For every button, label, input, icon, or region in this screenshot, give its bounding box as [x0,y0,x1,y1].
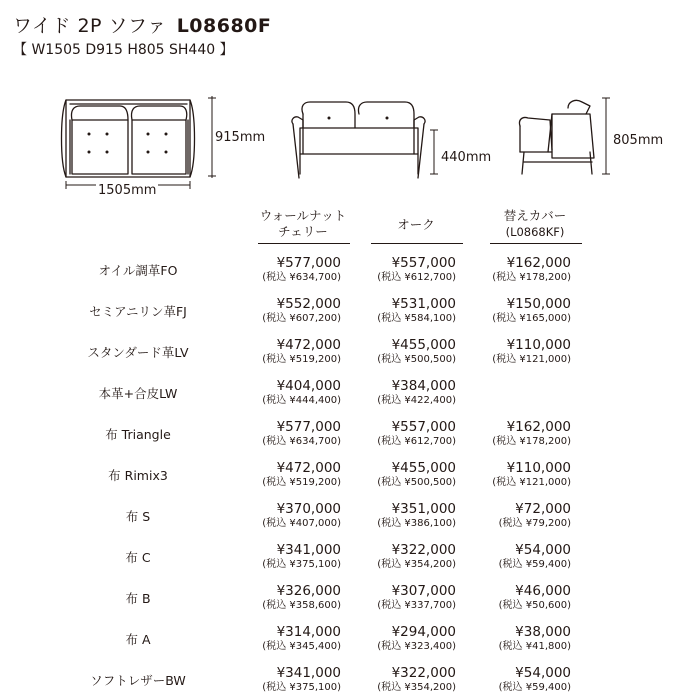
row-label: 布 C [125,550,151,565]
price-with-tax: (税込 ¥50,600) [498,600,571,611]
price-with-tax: (税込 ¥607,200) [262,313,341,324]
price-with-tax: (税込 ¥165,000) [492,313,571,324]
price-value: ¥110,000 [506,460,571,476]
price-cell [377,542,456,571]
product-code: L08680F [176,15,272,37]
price-cell [377,255,456,284]
price-with-tax: (税込 ¥612,700) [377,272,456,283]
price-value: ¥552,000 [276,296,341,312]
price-cell [377,624,456,653]
price-value: ¥370,000 [276,501,341,517]
price-value: ¥557,000 [391,419,456,435]
row-label: 本革+合皮LW [98,386,178,401]
side-view-drawing [519,100,594,174]
price-value: ¥72,000 [515,501,571,517]
price-value: ¥322,000 [391,665,456,681]
price-with-tax: (税込 ¥519,200) [262,477,341,488]
price-cell [262,296,341,325]
price-cell [499,665,571,694]
price-with-tax: (税込 ¥178,200) [492,272,571,283]
depth-dimension-label: 915mm [215,130,266,145]
price-cell [262,378,341,407]
top-view-drawing [62,100,195,177]
seat-height-dimension-label: 440mm [441,150,492,165]
product-dimensions: 【 W1505 D915 H805 SH440 】 [13,42,234,58]
price-value: ¥314,000 [276,624,341,640]
price-cell [499,501,571,530]
row-label: 布 A [125,632,151,647]
width-dimension-label: 1505mm [98,183,157,198]
price-with-tax: (税込 ¥323,400) [377,641,456,652]
price-with-tax: (税込 ¥337,700) [377,600,456,611]
price-cell [262,419,341,448]
price-value: ¥577,000 [276,255,341,271]
price-cell [377,501,456,530]
price-with-tax: (税込 ¥41,800) [498,641,571,652]
price-value: ¥404,000 [276,378,341,394]
price-with-tax: (税込 ¥634,700) [262,272,341,283]
price-value: ¥54,000 [515,665,571,681]
price-value: ¥110,000 [506,337,571,353]
price-with-tax: (税込 ¥121,000) [492,354,571,365]
price-with-tax: (税込 ¥519,200) [262,354,341,365]
price-cell [377,460,456,489]
price-value: ¥472,000 [276,460,341,476]
row-label: ソフトレザーBW [90,673,186,688]
price-cell [262,624,341,653]
price-cell [262,665,341,694]
height-dimension-label: 805mm [613,133,664,148]
price-with-tax: (税込 ¥584,100) [377,313,456,324]
price-with-tax: (税込 ¥386,100) [377,518,456,529]
price-value: ¥326,000 [276,583,341,599]
price-with-tax: (税込 ¥345,400) [262,641,341,652]
price-with-tax: (税込 ¥634,700) [262,436,341,447]
row-label: セミアニリン革FJ [89,304,187,319]
column-divider [258,243,350,244]
price-with-tax: (税込 ¥358,600) [262,600,341,611]
price-cell [262,542,341,571]
price-cell [492,296,571,325]
price-with-tax: (税込 ¥612,700) [377,436,456,447]
price-value: ¥472,000 [276,337,341,353]
price-cell [377,419,456,448]
row-label: スタンダード革LV [87,345,189,360]
price-cell [492,419,571,448]
price-cell [499,624,571,653]
price-value: ¥38,000 [515,624,571,640]
front-view-drawing [292,102,425,178]
price-value: ¥54,000 [515,542,571,558]
price-value: ¥455,000 [391,460,456,476]
price-with-tax: (税込 ¥407,000) [262,518,341,529]
price-with-tax: (税込 ¥59,400) [498,559,571,570]
price-value: ¥557,000 [391,255,456,271]
price-cell [377,337,456,366]
row-label: 布 S [125,509,151,524]
price-with-tax: (税込 ¥422,400) [377,395,456,406]
price-with-tax: (税込 ¥79,200) [498,518,571,529]
column-header-replacement-cover: 替えカバー (L0868KF) [503,208,567,239]
price-cell [492,255,571,284]
price-with-tax: (税込 ¥500,500) [377,477,456,488]
price-cell [262,583,341,612]
price-with-tax: (税込 ¥354,200) [377,559,456,570]
column-header-walnut-cherry: ウォールナット チェリー [259,208,347,239]
price-value: ¥531,000 [391,296,456,312]
price-cell [262,255,341,284]
column-divider [490,243,582,244]
price-value: ¥162,000 [506,419,571,435]
price-value: ¥341,000 [276,542,341,558]
price-cell [492,337,571,366]
price-value: ¥46,000 [515,583,571,599]
price-value: ¥322,000 [391,542,456,558]
price-cell [499,542,571,571]
price-value: ¥294,000 [391,624,456,640]
price-value: ¥455,000 [391,337,456,353]
price-with-tax: (税込 ¥375,100) [262,682,341,693]
price-value: ¥384,000 [391,378,456,394]
row-label: オイル調革FO [98,263,178,278]
price-cell [377,296,456,325]
column-header-oak: オーク [397,217,435,232]
price-value: ¥341,000 [276,665,341,681]
price-cell [262,337,341,366]
product-title [13,14,271,38]
price-value: ¥577,000 [276,419,341,435]
price-with-tax: (税込 ¥354,200) [377,682,456,693]
price-with-tax: (税込 ¥121,000) [492,477,571,488]
price-cell [377,665,456,694]
price-with-tax: (税込 ¥375,100) [262,559,341,570]
column-divider [371,243,463,244]
price-cell [499,583,571,612]
price-value: ¥150,000 [506,296,571,312]
price-with-tax: (税込 ¥178,200) [492,436,571,447]
product-name: ワイド 2P ソファ [13,15,167,37]
row-label: 布 Triangle [105,427,171,442]
price-cell [377,583,456,612]
row-label: 布 Rimix3 [108,468,168,483]
price-value: ¥351,000 [391,501,456,517]
row-label: 布 B [125,591,151,606]
price-value: ¥162,000 [506,255,571,271]
price-cell [262,460,341,489]
price-cell [262,501,341,530]
price-with-tax: (税込 ¥59,400) [498,682,571,693]
price-value: ¥307,000 [391,583,456,599]
price-with-tax: (税込 ¥500,500) [377,354,456,365]
price-cell [492,460,571,489]
price-with-tax: (税込 ¥444,400) [262,395,341,406]
price-cell [377,378,456,407]
